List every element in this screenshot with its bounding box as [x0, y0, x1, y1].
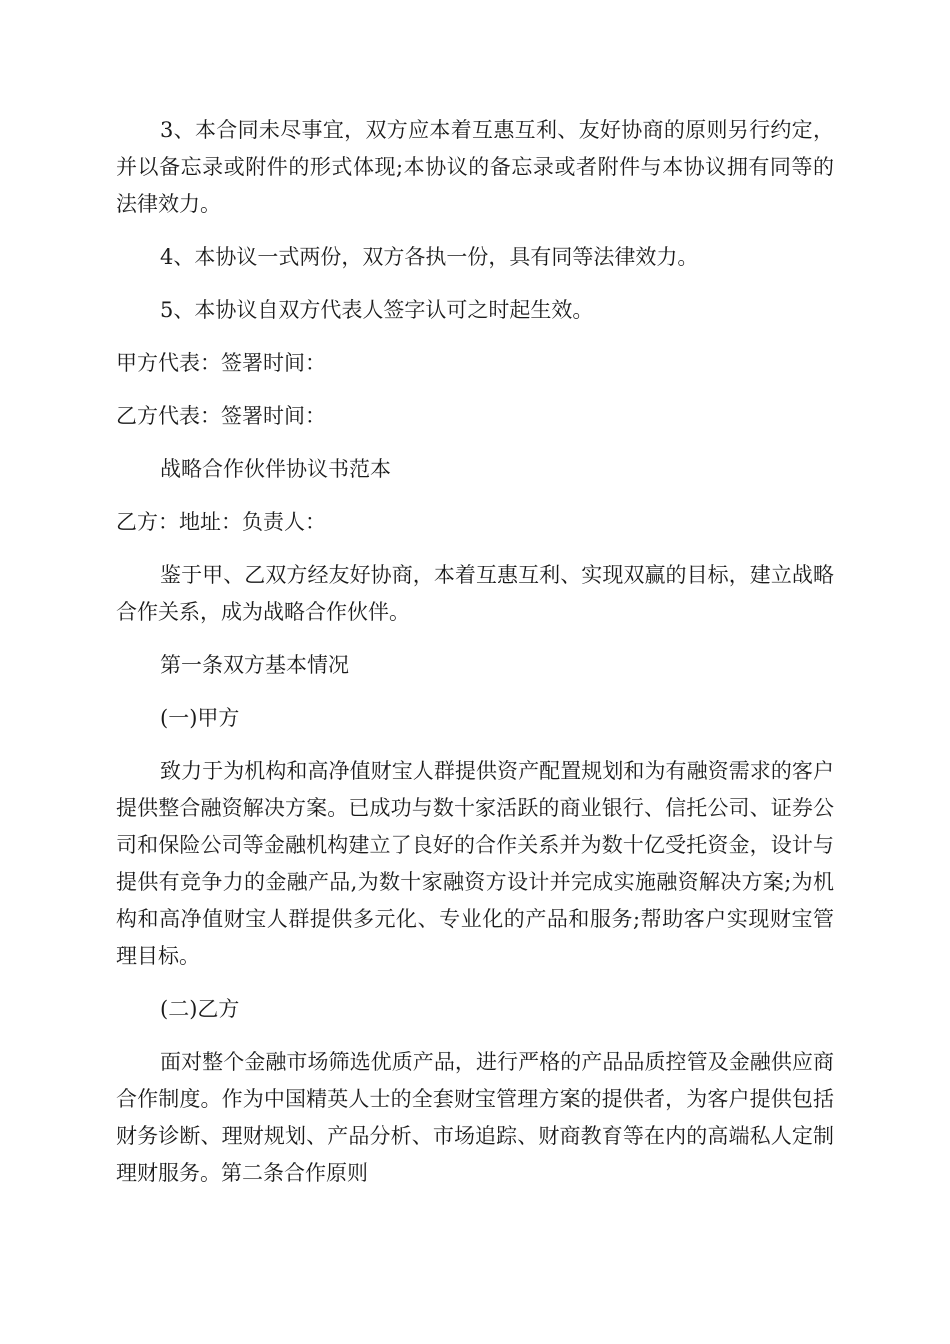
clause-5-paragraph: 5、本协议自双方代表人签字认可之时起生效。	[160, 298, 594, 322]
document-title: 战略合作伙伴协议书范本	[160, 457, 391, 481]
clause-3-paragraph: 3、本合同未尽事宜，双方应本着互惠互利、友好协商的原则另行约定，并以备忘录或附件的形式体现;本协议的备忘录或者附件与本协议拥有同等的法律效力。	[116, 118, 834, 216]
party-a-signature-line: 甲方代表：签署时间：	[116, 351, 326, 375]
article-1-heading: 第一条双方基本情况	[160, 653, 349, 677]
clause-4-paragraph: 4、本协议一式两份，双方各执一份，具有同等法律效力。	[160, 245, 699, 269]
document-body	[116, 112, 834, 1192]
party-b-description: 面对整个金融市场筛选优质产品，进行严格的产品品质控管及金融供应商合作制度。作为中国精英人士的全套财宝管理方案的提供者，为客户提供包括财务诊断、理财规划、产品分析、市场追踪、财商教育等在内的高端私人定制理财服务。第二条合作原则	[116, 1050, 834, 1185]
party-a-heading: (一)甲方	[160, 706, 240, 730]
party-a-description: 致力于为机构和高净值财宝人群提供资产配置规划和为有融资需求的客户提供整合融资解决方案。已成功与数十家活跃的商业银行、信托公司、证券公司和保险公司等金融机构建立了良好的合作关系并为数十亿受托资金，设计与提供有竞争力的金融产品,为数十家融资方设计并完成实施融资解决方案;为机构和高净值财宝人群提供多元化、专业化的产品和服务;帮助客户实现财宝管理目标。	[116, 759, 834, 968]
party-b-info-line: 乙方：地址：负责人：	[116, 510, 326, 534]
party-b-heading: (二)乙方	[160, 997, 240, 1021]
preamble-paragraph: 鉴于甲、乙双方经友好协商，本着互惠互利、实现双赢的目标，建立战略合作关系，成为战略合作伙伴。	[116, 563, 834, 624]
party-b-signature-line: 乙方代表：签署时间：	[116, 404, 326, 428]
